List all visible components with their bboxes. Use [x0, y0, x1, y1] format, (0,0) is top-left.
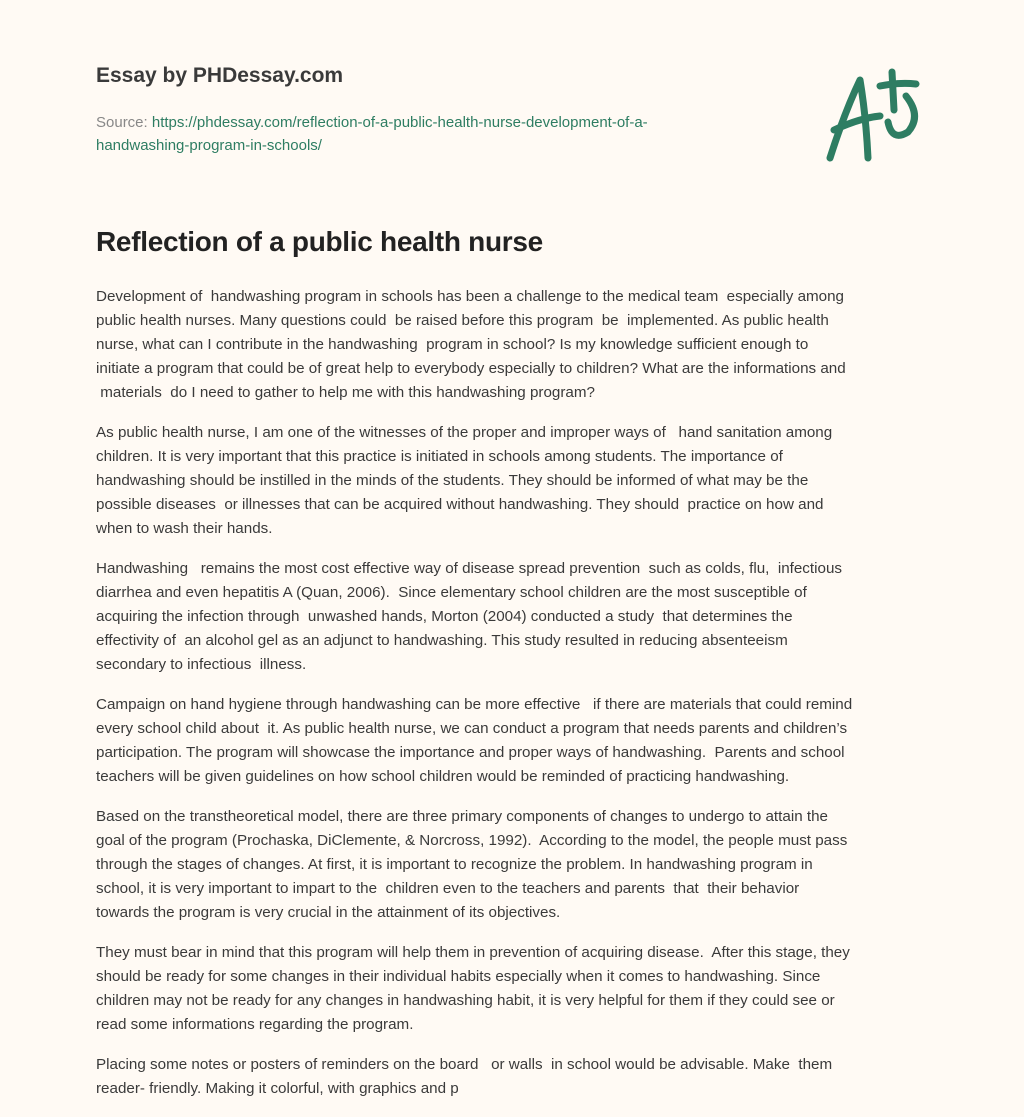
- paragraph-line: acquiring the infection through unwashed hands, Morton (2004) conducted a study that determines the: [96, 608, 793, 625]
- paragraph: [96, 693, 956, 789]
- paragraph-line: possible diseases or illnesses that can be acquired without handwashing. They should practice on how and: [96, 496, 824, 513]
- paragraph: [96, 1053, 956, 1101]
- source-link-line-1: https://phdessay.com/reflection-of-a-public-health-nurse-development-of-a-: [151, 114, 648, 131]
- article-body: [96, 285, 956, 1117]
- paragraph-line: nurse, what can I contribute in the handwashing program in school? Is my knowledge sufficient enough to: [96, 336, 809, 353]
- paragraph-line: through the stages of changes. At first, it is important to recognize the problem. In handwashing program in: [96, 856, 813, 873]
- paragraph-line: public health nurses. Many questions could be raised before this program be implemented. As public health: [96, 312, 829, 329]
- paragraph: [96, 421, 956, 541]
- source-label: Source:: [96, 114, 148, 131]
- source-line: [96, 111, 776, 157]
- paragraph-line: secondary to infectious illness.: [96, 656, 307, 673]
- paragraph: [96, 941, 956, 1037]
- paragraph: [96, 557, 956, 677]
- paragraph-line: materials do I need to gather to help me with this handwashing program?: [96, 384, 595, 401]
- paragraph-line: read some informations regarding the program.: [96, 1016, 414, 1033]
- paragraph-line: children. It is very important that this practice is initiated in schools among students. The importance of: [96, 448, 783, 465]
- paragraph-line: They must bear in mind that this program will help them in prevention of acquiring disease. After this stage, they: [96, 944, 850, 961]
- paragraph-line: towards the program is very crucial in the attainment of its objectives.: [96, 904, 561, 921]
- paragraph-line: every school child about it. As public health nurse, we can conduct a program that needs parents and children’s: [96, 720, 848, 737]
- paragraph: [96, 805, 956, 925]
- paragraph-line: diarrhea and even hepatitis A (Quan, 2006). Since elementary school children are the most susceptible of: [96, 584, 807, 601]
- paragraph-line: reader- friendly. Making it colorful, with graphics and p: [96, 1080, 459, 1097]
- paragraph-line: Development of handwashing program in schools has been a challenge to the medical team especially among: [96, 288, 845, 305]
- paragraph: [96, 285, 956, 405]
- paragraph-line: Based on the transtheoretical model, there are three primary components of changes to undergo to attain the: [96, 808, 828, 825]
- paragraph-line: As public health nurse, I am one of the witnesses of the proper and improper ways of hand sanitation among: [96, 424, 833, 441]
- paragraph-line: Placing some notes or posters of reminders on the board or walls in school would be advisable. Make them: [96, 1056, 833, 1073]
- paragraph-line: goal of the program (Prochaska, DiClemente, & Norcross, 1992). According to the model, the people must pass: [96, 832, 848, 849]
- a-plus-logo: [820, 66, 930, 166]
- paragraph-line: when to wash their hands.: [96, 520, 273, 537]
- paragraph-line: initiate a program that could be of great help to everybody especially to children? What are the informations and: [96, 360, 846, 377]
- paragraph-line: children may not be ready for any changes in handwashing habit, it is very helpful for them if they could see or: [96, 992, 835, 1009]
- source-link[interactable]: [96, 114, 648, 154]
- source-link-line-2: handwashing-program-in-schools/: [96, 137, 322, 154]
- site-title: Essay by PHDessay.com: [96, 64, 344, 87]
- paragraph-line: Handwashing remains the most cost effective way of disease spread prevention such as colds, flu, infectious: [96, 560, 842, 577]
- paragraph-line: teachers will be given guidelines on how school children would be reminded of practicing handwashing.: [96, 768, 790, 785]
- paragraph-line: participation. The program will showcase the importance and proper ways of handwashing. Parents and school: [96, 744, 845, 761]
- paragraph-line: Campaign on hand hygiene through handwashing can be more effective if there are materials that could remind: [96, 696, 853, 713]
- paragraph-line: effectivity of an alcohol gel as an adjunct to handwashing. This study resulted in reducing absenteeism: [96, 632, 788, 649]
- paragraph-line: should be ready for some changes in their individual habits especially when it comes to handwashing. Since: [96, 968, 821, 985]
- article-title: Reflection of a public health nurse: [96, 226, 543, 257]
- paragraph-line: handwashing should be instilled in the minds of the students. They should be informed of what may be the: [96, 472, 809, 489]
- paragraph-line: school, it is very important to impart to the children even to the teachers and parents that their behavior: [96, 880, 800, 897]
